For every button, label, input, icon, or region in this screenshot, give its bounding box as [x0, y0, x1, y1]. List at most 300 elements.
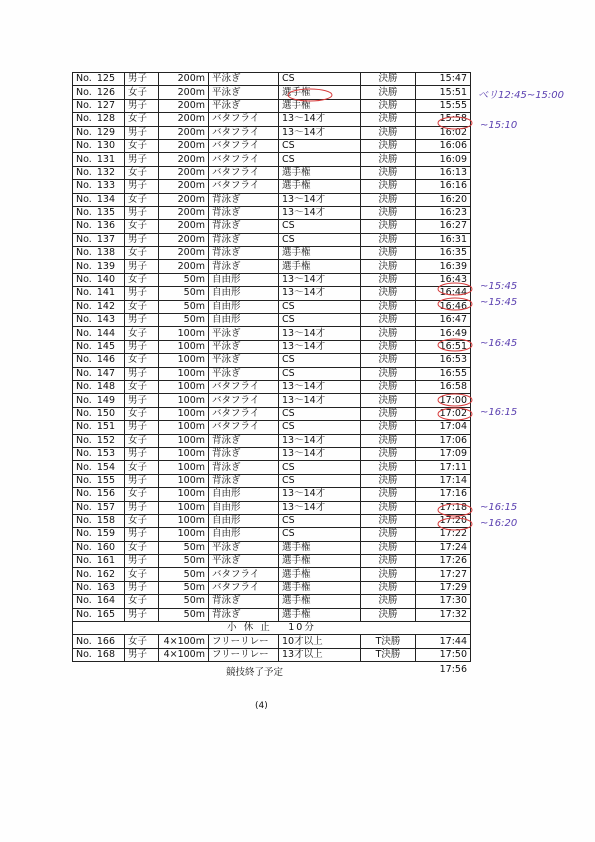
stage-cell: 決勝	[361, 528, 416, 541]
end-time: 17:56	[439, 664, 467, 675]
stroke-cell: 平泳ぎ	[209, 541, 279, 554]
distance-cell: 100m	[159, 474, 209, 487]
distance-cell: 200m	[159, 99, 209, 112]
event-number-cell	[73, 514, 125, 527]
event-number: 151	[96, 421, 115, 433]
event-number-cell	[73, 166, 125, 179]
gender-cell: 女子	[125, 139, 159, 152]
category-cell: 選手権	[279, 555, 361, 568]
stroke-cell: 平泳ぎ	[209, 86, 279, 99]
event-number-label: No.	[76, 193, 92, 205]
stage-cell: 決勝	[361, 206, 416, 219]
event-number: 162	[96, 568, 115, 580]
event-number: 147	[96, 367, 115, 379]
table-row	[73, 555, 471, 568]
event-number: 150	[96, 407, 115, 419]
distance-cell: 50m	[159, 287, 209, 300]
gender-cell: 女子	[125, 380, 159, 393]
event-number-cell	[73, 99, 125, 112]
gender-cell: 男子	[125, 180, 159, 193]
event-number: 129	[96, 126, 115, 138]
category-cell: CS	[279, 367, 361, 380]
page-number: (4)	[255, 701, 268, 711]
event-number-cell	[73, 528, 125, 541]
stroke-cell: バタフライ	[209, 126, 279, 139]
table-row	[73, 568, 471, 581]
gender-cell: 女子	[125, 300, 159, 313]
distance-cell: 200m	[159, 193, 209, 206]
table-row	[73, 206, 471, 219]
table-row	[73, 648, 471, 661]
event-number: 131	[96, 153, 115, 165]
stroke-cell: 自由形	[209, 528, 279, 541]
table-row	[73, 354, 471, 367]
category-cell: CS	[279, 421, 361, 434]
gender-cell: 女子	[125, 220, 159, 233]
time-cell: 16:09	[416, 153, 471, 166]
gender-cell: 女子	[125, 247, 159, 260]
time-cell: 17:06	[416, 434, 471, 447]
table-row	[73, 193, 471, 206]
stroke-cell: 自由形	[209, 300, 279, 313]
category-cell: CS	[279, 528, 361, 541]
gender-cell: 女子	[125, 354, 159, 367]
stage-cell: 決勝	[361, 568, 416, 581]
distance-cell: 200m	[159, 126, 209, 139]
gender-cell: 男子	[125, 287, 159, 300]
event-number: 149	[96, 394, 115, 406]
event-number: 136	[96, 220, 115, 232]
distance-cell: 50m	[159, 314, 209, 327]
event-number: 168	[96, 648, 115, 660]
stage-cell: 決勝	[361, 260, 416, 273]
category-cell: 13～14才	[279, 447, 361, 460]
time-cell: 16:49	[416, 327, 471, 340]
stage-cell: 決勝	[361, 367, 416, 380]
handwritten-note: ~15:10	[480, 120, 518, 131]
gender-cell: 男子	[125, 474, 159, 487]
time-cell: 17:29	[416, 581, 471, 594]
gender-cell: 女子	[125, 514, 159, 527]
event-number-cell	[73, 394, 125, 407]
event-number: 144	[96, 327, 115, 339]
table-row	[73, 474, 471, 487]
event-number-label: No.	[76, 407, 92, 419]
distance-cell: 50m	[159, 555, 209, 568]
stage-cell: 決勝	[361, 608, 416, 621]
event-number-cell	[73, 153, 125, 166]
event-number: 133	[96, 180, 115, 192]
stage-cell: T決勝	[361, 635, 416, 648]
event-number-cell	[73, 113, 125, 126]
gender-cell: 女子	[125, 541, 159, 554]
event-number: 163	[96, 582, 115, 594]
event-number: 161	[96, 555, 115, 567]
category-cell: CS	[279, 314, 361, 327]
table-row	[73, 380, 471, 393]
gender-cell: 男子	[125, 99, 159, 112]
stroke-cell: 平泳ぎ	[209, 340, 279, 353]
time-cell: 16:46	[416, 300, 471, 313]
time-cell: 16:02	[416, 126, 471, 139]
category-cell: 13～14才	[279, 340, 361, 353]
stroke-cell: 背泳ぎ	[209, 193, 279, 206]
event-number-label: No.	[76, 434, 92, 446]
stage-cell: 決勝	[361, 394, 416, 407]
time-cell: 17:02	[416, 407, 471, 420]
stage-cell: 決勝	[361, 113, 416, 126]
stroke-cell: 背泳ぎ	[209, 220, 279, 233]
stage-cell: 決勝	[361, 166, 416, 179]
stroke-cell: 背泳ぎ	[209, 434, 279, 447]
event-number-cell	[73, 434, 125, 447]
event-number: 139	[96, 260, 115, 272]
distance-cell: 100m	[159, 367, 209, 380]
event-number-cell	[73, 180, 125, 193]
gender-cell: 女子	[125, 113, 159, 126]
time-cell: 16:53	[416, 354, 471, 367]
gender-cell: 女子	[125, 461, 159, 474]
category-cell: 10才以上	[279, 635, 361, 648]
event-number-label: No.	[76, 448, 92, 460]
event-number-label: No.	[76, 180, 92, 192]
distance-cell: 200m	[159, 153, 209, 166]
gender-cell: 男子	[125, 581, 159, 594]
event-number: 142	[96, 300, 115, 312]
stroke-cell: バタフライ	[209, 113, 279, 126]
event-number: 134	[96, 193, 115, 205]
category-cell: 13～14才	[279, 501, 361, 514]
table-row	[73, 608, 471, 621]
event-number-cell	[73, 220, 125, 233]
event-number: 132	[96, 166, 115, 178]
event-number-label: No.	[76, 595, 92, 607]
event-number-cell	[73, 247, 125, 260]
stage-cell: 決勝	[361, 434, 416, 447]
stage-cell: 決勝	[361, 86, 416, 99]
time-cell: 16:47	[416, 314, 471, 327]
table-row	[73, 501, 471, 514]
distance-cell: 200m	[159, 139, 209, 152]
stroke-cell: 平泳ぎ	[209, 99, 279, 112]
stage-cell: 決勝	[361, 595, 416, 608]
event-number: 130	[96, 140, 115, 152]
event-number: 152	[96, 434, 115, 446]
time-cell: 16:44	[416, 287, 471, 300]
stroke-cell: バタフライ	[209, 421, 279, 434]
event-number-label: No.	[76, 568, 92, 580]
event-number-label: No.	[76, 381, 92, 393]
distance-cell: 200m	[159, 233, 209, 246]
stage-cell: 決勝	[361, 380, 416, 393]
event-number-cell	[73, 488, 125, 501]
distance-cell: 100m	[159, 327, 209, 340]
event-number-cell	[73, 126, 125, 139]
handwritten-note: ~16:20	[480, 518, 518, 529]
gender-cell: 男子	[125, 421, 159, 434]
event-number-label: No.	[76, 474, 92, 486]
table-row	[73, 260, 471, 273]
stage-cell: 決勝	[361, 354, 416, 367]
event-number-cell	[73, 314, 125, 327]
time-cell: 16:27	[416, 220, 471, 233]
stage-cell: 決勝	[361, 474, 416, 487]
event-number-label: No.	[76, 207, 92, 219]
event-number-label: No.	[76, 274, 92, 286]
event-number-cell	[73, 193, 125, 206]
stroke-cell: 自由形	[209, 314, 279, 327]
event-number-label: No.	[76, 247, 92, 259]
break-text: 小 休 止 10分	[73, 622, 471, 635]
time-cell: 17:09	[416, 447, 471, 460]
table-row	[73, 340, 471, 353]
event-number: 137	[96, 233, 115, 245]
stage-cell: 決勝	[361, 581, 416, 594]
gender-cell: 女子	[125, 488, 159, 501]
stage-cell: 決勝	[361, 327, 416, 340]
event-number-cell	[73, 608, 125, 621]
gender-cell: 男子	[125, 367, 159, 380]
table-row	[73, 541, 471, 554]
category-cell: CS	[279, 514, 361, 527]
stage-cell: 決勝	[361, 73, 416, 86]
event-number: 135	[96, 207, 115, 219]
table-row	[73, 635, 471, 648]
category-cell: 選手権	[279, 608, 361, 621]
event-number-cell	[73, 501, 125, 514]
event-number-cell	[73, 206, 125, 219]
category-cell: 選手権	[279, 581, 361, 594]
stroke-cell: 自由形	[209, 287, 279, 300]
table-row	[73, 514, 471, 527]
event-number-label: No.	[76, 327, 92, 339]
time-cell: 16:55	[416, 367, 471, 380]
time-cell: 17:14	[416, 474, 471, 487]
event-number: 154	[96, 461, 115, 473]
stroke-cell: バタフライ	[209, 394, 279, 407]
distance-cell: 200m	[159, 166, 209, 179]
time-cell: 17:04	[416, 421, 471, 434]
gender-cell: 男子	[125, 648, 159, 661]
event-number-cell	[73, 73, 125, 86]
table-row	[73, 300, 471, 313]
stroke-cell: 自由形	[209, 501, 279, 514]
stage-cell: 決勝	[361, 220, 416, 233]
event-number-cell	[73, 354, 125, 367]
event-number-label: No.	[76, 528, 92, 540]
table-row	[73, 595, 471, 608]
time-cell: 16:16	[416, 180, 471, 193]
event-number-cell	[73, 273, 125, 286]
stage-cell: 決勝	[361, 407, 416, 420]
event-number: 153	[96, 448, 115, 460]
event-number-label: No.	[76, 140, 92, 152]
event-number-cell	[73, 287, 125, 300]
time-cell: 17:26	[416, 555, 471, 568]
category-cell: 13～14才	[279, 327, 361, 340]
stroke-cell: 背泳ぎ	[209, 247, 279, 260]
time-cell: 15:47	[416, 73, 471, 86]
stage-cell: 決勝	[361, 273, 416, 286]
stroke-cell: バタフライ	[209, 153, 279, 166]
handwritten-note: ベリ12:45~15:00	[478, 90, 565, 101]
stage-cell: 決勝	[361, 421, 416, 434]
gender-cell: 女子	[125, 434, 159, 447]
gender-cell: 女子	[125, 193, 159, 206]
stage-cell: 決勝	[361, 247, 416, 260]
time-cell: 16:23	[416, 206, 471, 219]
gender-cell: 男子	[125, 260, 159, 273]
event-number: 164	[96, 595, 115, 607]
event-number-cell	[73, 581, 125, 594]
event-number-cell	[73, 595, 125, 608]
time-cell: 15:58	[416, 113, 471, 126]
stage-cell: 決勝	[361, 501, 416, 514]
event-number-label: No.	[76, 515, 92, 527]
event-number: 160	[96, 541, 115, 553]
gender-cell: 女子	[125, 166, 159, 179]
distance-cell: 50m	[159, 273, 209, 286]
distance-cell: 100m	[159, 447, 209, 460]
event-number-cell	[73, 555, 125, 568]
stage-cell: 決勝	[361, 488, 416, 501]
handwritten-note: ~15:45	[480, 281, 518, 292]
event-number-label: No.	[76, 582, 92, 594]
distance-cell: 200m	[159, 260, 209, 273]
schedule-rows	[73, 73, 471, 662]
stroke-cell: 背泳ぎ	[209, 461, 279, 474]
gender-cell: 女子	[125, 568, 159, 581]
table-row	[73, 314, 471, 327]
stroke-cell: バタフライ	[209, 407, 279, 420]
distance-cell: 200m	[159, 86, 209, 99]
distance-cell: 50m	[159, 568, 209, 581]
distance-cell: 100m	[159, 501, 209, 514]
event-number-label: No.	[76, 300, 92, 312]
gender-cell: 男子	[125, 73, 159, 86]
event-number-cell	[73, 327, 125, 340]
stroke-cell: 自由形	[209, 488, 279, 501]
handwritten-note: ~16:15	[480, 407, 518, 418]
distance-cell: 4×100m	[159, 648, 209, 661]
stage-cell: 決勝	[361, 514, 416, 527]
category-cell: 13才以上	[279, 648, 361, 661]
gender-cell: 男子	[125, 501, 159, 514]
stroke-cell: フリーリレー	[209, 648, 279, 661]
stage-cell: 決勝	[361, 555, 416, 568]
category-cell: 13～14才	[279, 287, 361, 300]
gender-cell: 女子	[125, 273, 159, 286]
event-number-label: No.	[76, 86, 92, 98]
table-row	[73, 86, 471, 99]
distance-cell: 50m	[159, 541, 209, 554]
distance-cell: 100m	[159, 340, 209, 353]
event-number: 141	[96, 287, 115, 299]
event-number-cell	[73, 233, 125, 246]
event-number-label: No.	[76, 233, 92, 245]
table-row	[73, 327, 471, 340]
event-number-label: No.	[76, 421, 92, 433]
event-number: 128	[96, 113, 115, 125]
event-number-cell	[73, 461, 125, 474]
gender-cell: 男子	[125, 528, 159, 541]
stroke-cell: 自由形	[209, 273, 279, 286]
event-number-label: No.	[76, 635, 92, 647]
category-cell: 選手権	[279, 260, 361, 273]
event-number-cell	[73, 300, 125, 313]
stroke-cell: バタフライ	[209, 380, 279, 393]
category-cell: 13～14才	[279, 434, 361, 447]
event-number: 125	[96, 73, 115, 85]
stage-cell: 決勝	[361, 153, 416, 166]
stage-cell: 決勝	[361, 314, 416, 327]
stroke-cell: 背泳ぎ	[209, 608, 279, 621]
category-cell: 選手権	[279, 568, 361, 581]
time-cell: 17:24	[416, 541, 471, 554]
distance-cell: 100m	[159, 421, 209, 434]
gender-cell: 女子	[125, 407, 159, 420]
gender-cell: 女子	[125, 595, 159, 608]
event-number: 148	[96, 381, 115, 393]
stage-cell: 決勝	[361, 99, 416, 112]
table-row	[73, 73, 471, 86]
table-row	[73, 434, 471, 447]
category-cell: 13～14才	[279, 113, 361, 126]
table-row	[73, 461, 471, 474]
stage-cell: 決勝	[361, 180, 416, 193]
distance-cell: 200m	[159, 113, 209, 126]
stage-cell: 決勝	[361, 541, 416, 554]
event-number-label: No.	[76, 126, 92, 138]
time-cell: 17:11	[416, 461, 471, 474]
event-number: 127	[96, 99, 115, 111]
distance-cell: 200m	[159, 220, 209, 233]
event-number-label: No.	[76, 341, 92, 352]
event-number: 146	[96, 354, 115, 366]
distance-cell: 100m	[159, 407, 209, 420]
event-number-cell	[73, 421, 125, 434]
table-row	[73, 367, 471, 380]
event-number-label: No.	[76, 73, 92, 85]
event-number: 138	[96, 247, 115, 259]
event-number-cell	[73, 635, 125, 648]
time-cell: 17:27	[416, 568, 471, 581]
table-row	[73, 166, 471, 179]
distance-cell: 50m	[159, 595, 209, 608]
distance-cell: 100m	[159, 461, 209, 474]
distance-cell: 100m	[159, 354, 209, 367]
stroke-cell: 背泳ぎ	[209, 206, 279, 219]
time-cell: 17:20	[416, 514, 471, 527]
event-number-cell	[73, 474, 125, 487]
distance-cell: 4×100m	[159, 635, 209, 648]
gender-cell: 男子	[125, 233, 159, 246]
event-number-label: No.	[76, 541, 92, 553]
gender-cell: 男子	[125, 206, 159, 219]
stroke-cell: 背泳ぎ	[209, 233, 279, 246]
distance-cell: 100m	[159, 434, 209, 447]
event-number-label: No.	[76, 99, 92, 111]
distance-cell: 200m	[159, 180, 209, 193]
table-row	[73, 233, 471, 246]
event-number-cell	[73, 260, 125, 273]
event-number-label: No.	[76, 648, 92, 660]
category-cell: 選手権	[279, 541, 361, 554]
event-number: 158	[96, 515, 115, 527]
event-number: 143	[96, 314, 115, 326]
time-cell: 17:30	[416, 595, 471, 608]
category-cell: CS	[279, 461, 361, 474]
